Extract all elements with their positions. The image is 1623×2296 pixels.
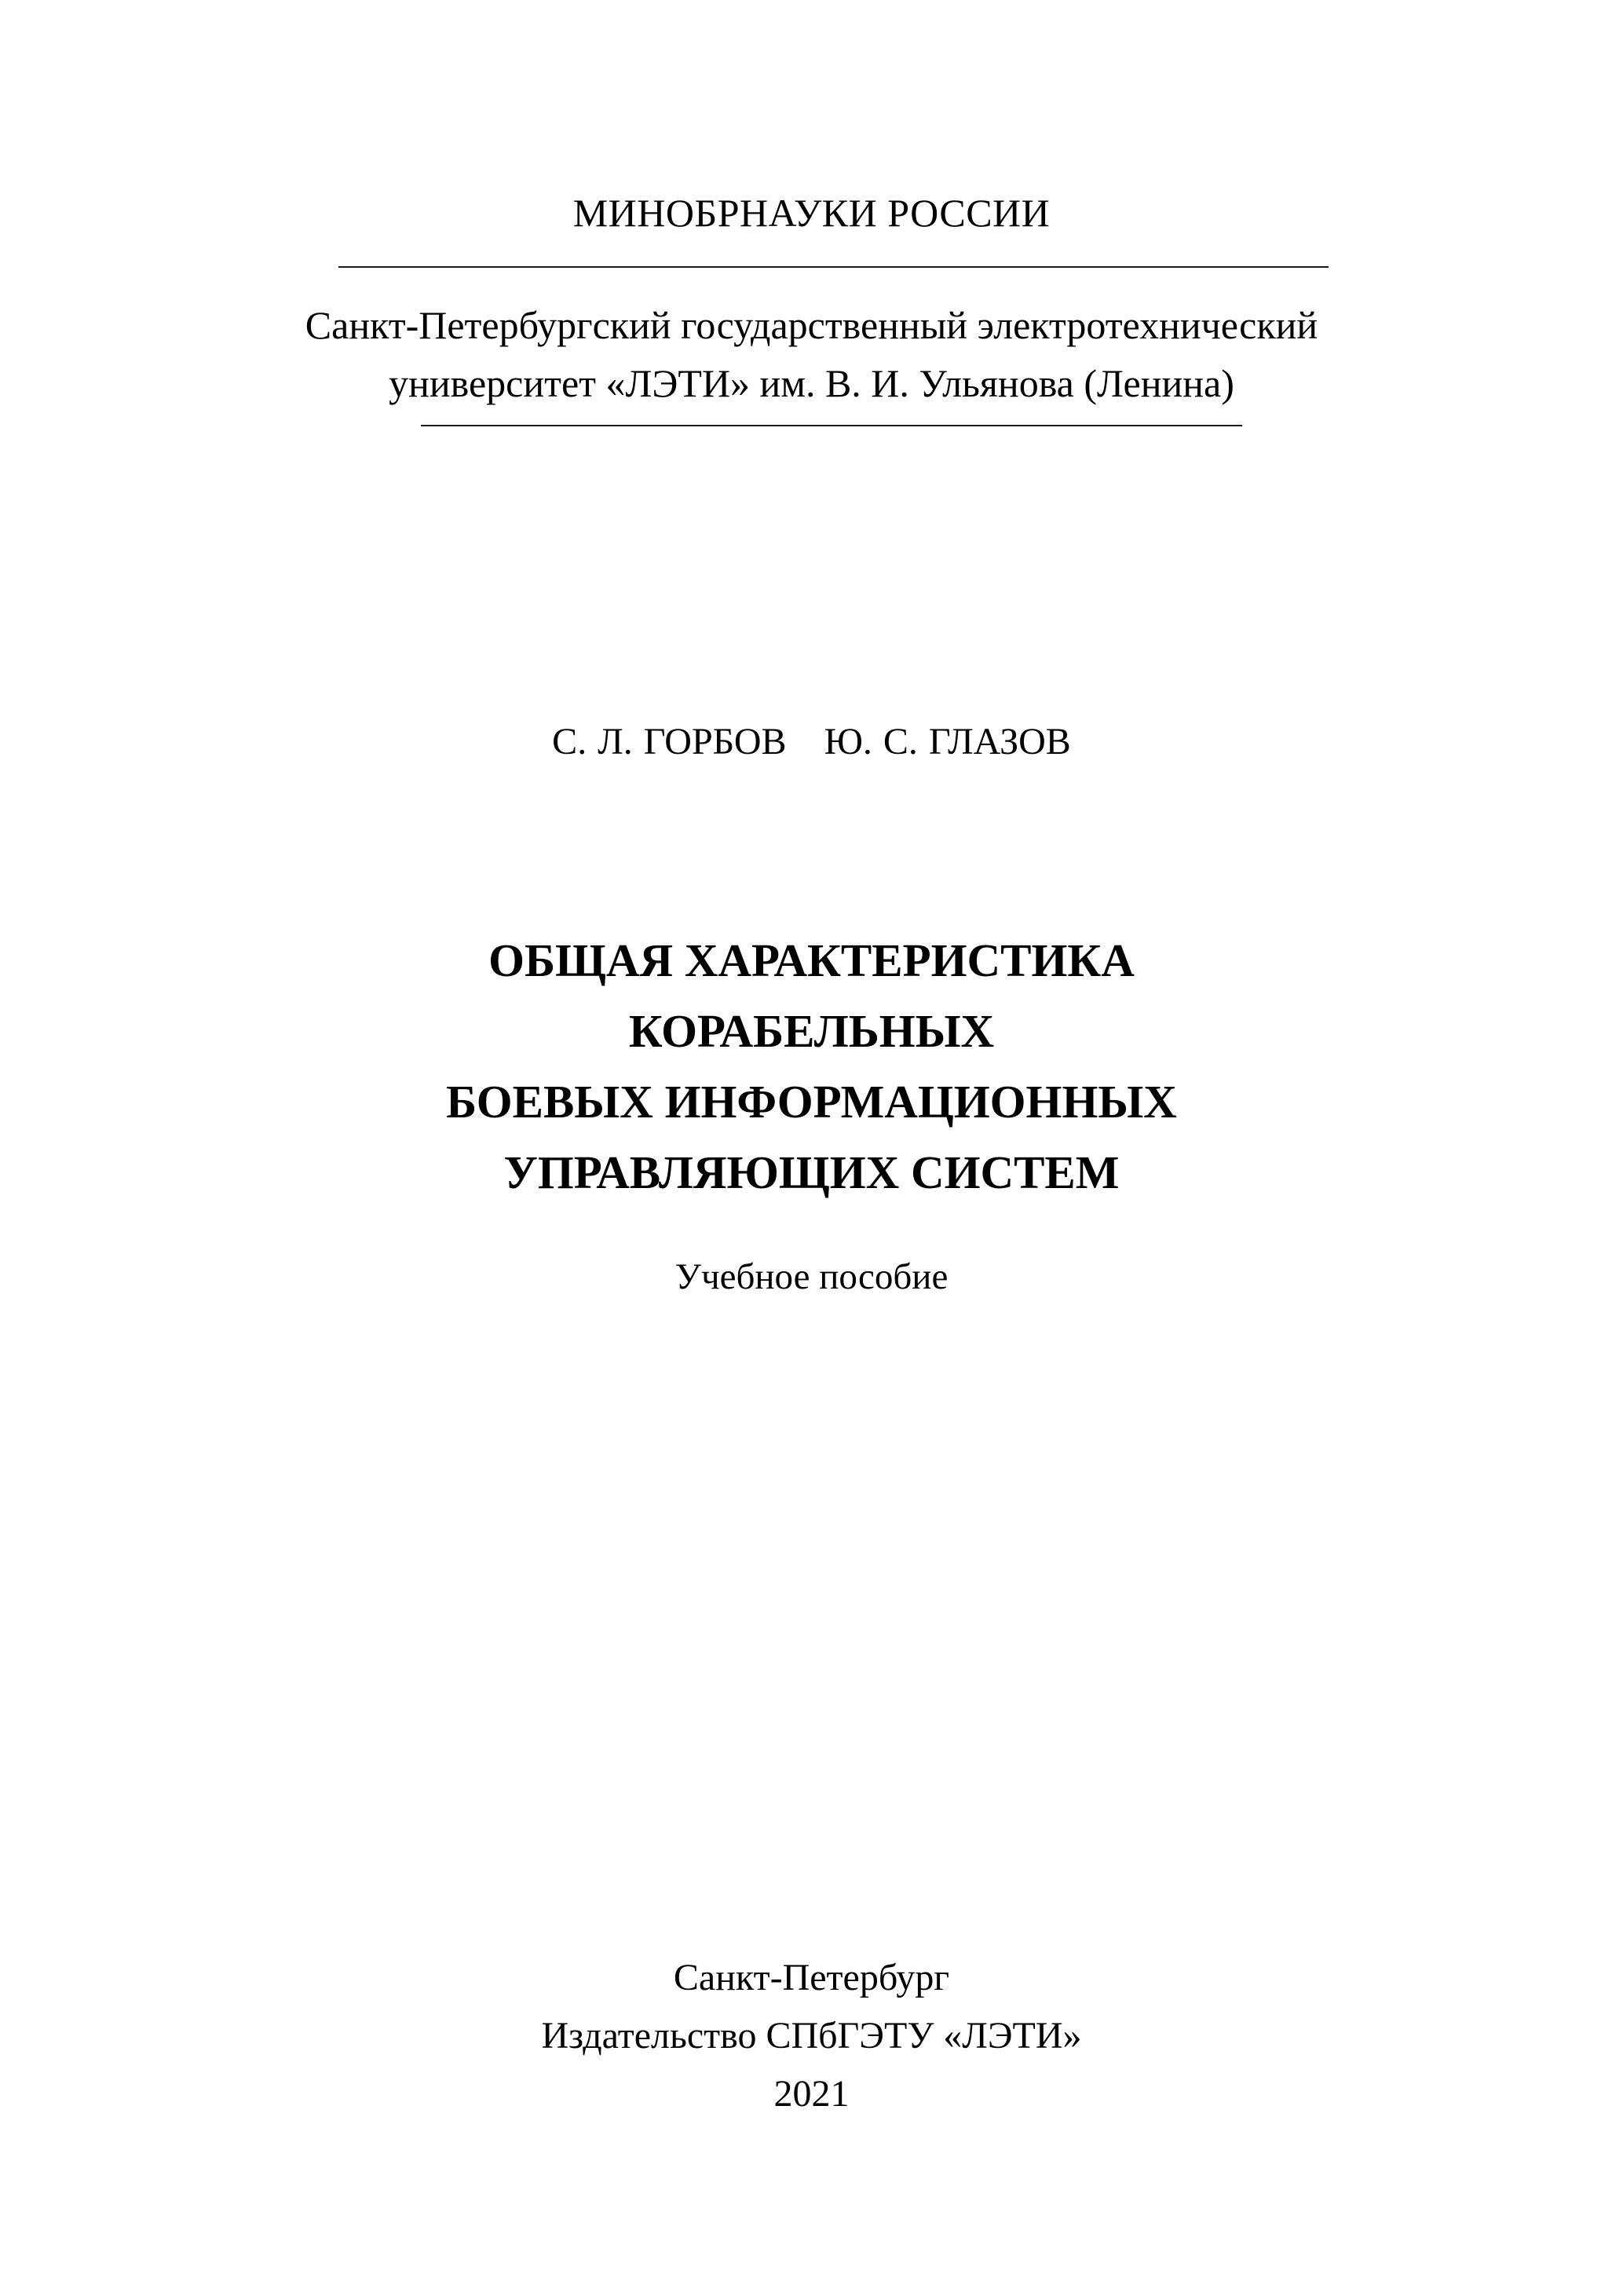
book-type: Учебное пособие <box>674 1256 949 1297</box>
authors <box>0 723 1623 761</box>
imprint-publisher: Издательство СПбГЭТУ «ЛЭТИ» <box>541 2015 1082 2057</box>
imprint-city: Санкт-Петербург <box>673 1957 950 1998</box>
book-title <box>0 925 1623 1208</box>
university-name <box>0 296 1623 412</box>
title-line: ОБЩАЯ ХАРАКТЕРИСТИКА <box>488 934 1135 986</box>
title-line: УПРАВЛЯЮЩИХ СИСТЕМ <box>503 1146 1120 1198</box>
header-divider-bottom <box>421 425 1242 426</box>
author-name: С. Л. ГОРБОВ <box>552 721 787 762</box>
imprint-year: 2021 <box>773 2073 850 2115</box>
university-line: Санкт-Петербургский государственный электротехнический <box>305 303 1318 347</box>
author-name: Ю. С. ГЛАЗОВ <box>824 721 1071 762</box>
university-line: университет «ЛЭТИ» им. В. И. Ульянова (Ленина) <box>389 361 1234 405</box>
imprint <box>0 1949 1623 2123</box>
title-line: БОЕВЫХ ИНФОРМАЦИОННЫХ <box>446 1076 1177 1128</box>
ministry-name: МИНОБРНАУКИ РОССИИ <box>572 191 1051 235</box>
title-line: КОРАБЕЛЬНЫХ <box>628 1005 995 1057</box>
header-divider-top <box>338 266 1329 268</box>
